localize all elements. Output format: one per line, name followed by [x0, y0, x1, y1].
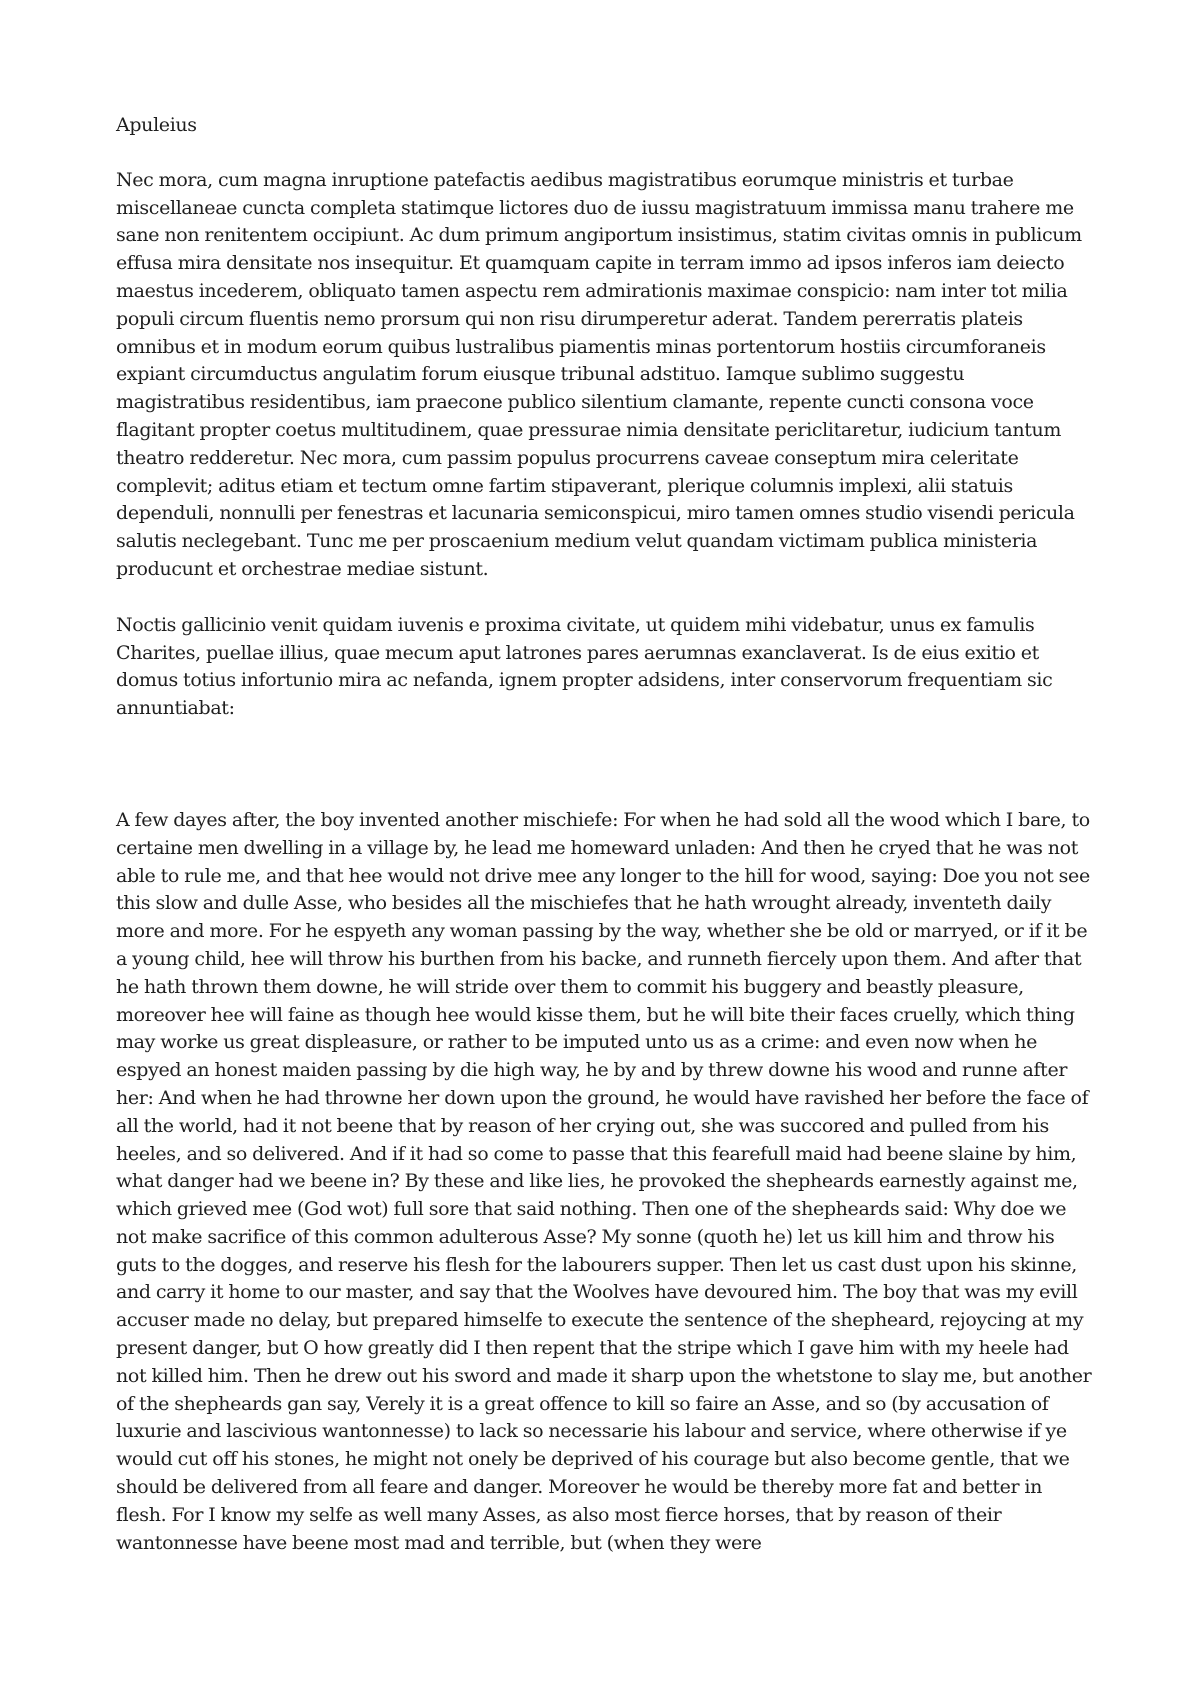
document-title: Apuleius — [116, 114, 197, 136]
latin-paragraph-2: Noctis gallicinio venit quidam iuvenis e proxima civitate, ut quidem mihi videbatur, unus ex famulis Charites, puellae illius, quae mecum aput latrones pares aerumnas exanclaverat. Is de eius exitio et domus totius infortunio mira ac nefanda, ignem propter adsidens, inter conservorum frequentiam sic annuntiabat: — [116, 613, 1053, 720]
document-page — [116, 112, 1096, 1557]
latin-paragraph-1: Nec mora, cum magna inruptione patefactis aedibus magistratibus eorumque ministris et turbae miscellaneae cuncta completa statimque lictores duo de iussu magistratuum immissa manu trahere me sane non renitentem occipiunt. Ac dum primum angiportum insistimus, statim civitas omnis in publicum effusa mira densitate nos insequitur. Et quamquam capite in terram immo ad ipsos inferos iam deiecto maestus incederem, obliquato tamen aspectu rem admirationis maximae conspicio: nam inter tot milia populi circum fluentis nemo prorsum qui non risu dirumperetur aderat. Tandem pererratis plateis omnibus et in modum eorum quibus lustralibus piamentis minas portentorum hostiis circumforaneis expiant circumductus angulatim forum eiusque tribunal adstituo. Iamque sublimo suggestu magistratibus residentibus, iam praecone publico silentium clamante, repente cuncti consona voce flagitant propter coetus multitudinem, quae pressurae nimia densitate periclitaretur, iudicium tantum theatro redderetur. Nec mora, cum passim populus procurrens caveae conseptum mira celeritate complevit; aditus etiam et tectum omne fartim stipaverant, plerique columnis implexi, alii statuis dependuli, nonnulli per fenestras et lacunaria semiconspicui, miro tamen omnes studio visendi pericula salutis neclegebant. Tunc me per proscaenium medium velut quandam victimam publica ministeria producunt et orchestrae mediae sistunt. — [116, 168, 1082, 580]
english-paragraph: A few dayes after, the boy invented another mischiefe: For when he had sold all the wood which I bare, to certaine men dwelling in a village by, he lead me homeward unladen: And then he cryed that he was not able to rule me, and that hee would not drive mee any longer to the hill for wood, saying: Doe you not see this slow and dulle Asse, who besides all the mischiefes that he hath wrought already, inventeth daily more and more. For he espyeth any woman passing by the way, whether she be old or marryed, or if it be a young child, hee will throw his burthen from his backe, and runneth fiercely upon them. And after that he hath thrown them downe, he will stride over them to commit his buggery and beastly pleasure, moreover hee will faine as though hee would kisse them, but he will bite their faces cruelly, which thing may worke us great displeasure, or rather to be imputed unto us as a crime: and even now when he espyed an honest maiden passing by die high way, he by and by threw downe his wood and runne after her: And when he had throwne her down upon the ground, he would have ravished her before the face of all the world, had it not beene that by reason of her crying out, she was succored and pulled from his heeles, and so delivered. And if it had so come to passe that this fearefull maid had beene slaine by him, what danger had we beene in? By these and like lies, he provoked the shepheards earnestly against me, which grieved mee (God wot) full sore that said nothing. Then one of the shepheards said: Why doe we not make sacrifice of this common adulterous Asse? My sonne (quoth he) let us kill him and throw his guts to the dogges, and reserve his flesh for the labourers supper. Then let us cast dust upon his skinne, and carry it home to our master, and say that the Woolves have devoured him. The boy that was my evill accuser made no delay, but prepared himselfe to execute the sentence of the shepheard, rejoycing at my present danger, but O how greatly did I then repent that the stripe which I gave him with my heele had not killed him. Then he drew out his sword and made it sharp upon the whetstone to slay me, but another of the shepheards gan say, Verely it is a great offence to kill so faire an Asse, and so (by accusation of luxurie and lascivious wantonnesse) to lack so necessarie his labour and service, where otherwise if ye would cut off his stones, he might not onely be deprived of his courage but also become gentle, that we should be delivered from all feare and danger. Moreover he would be thereby more fat and better in flesh. For I know my selfe as well many Asses, as also most fierce horses, that by reason of their wantonnesse have beene most mad and terrible, but (when they were — [116, 808, 1092, 1554]
